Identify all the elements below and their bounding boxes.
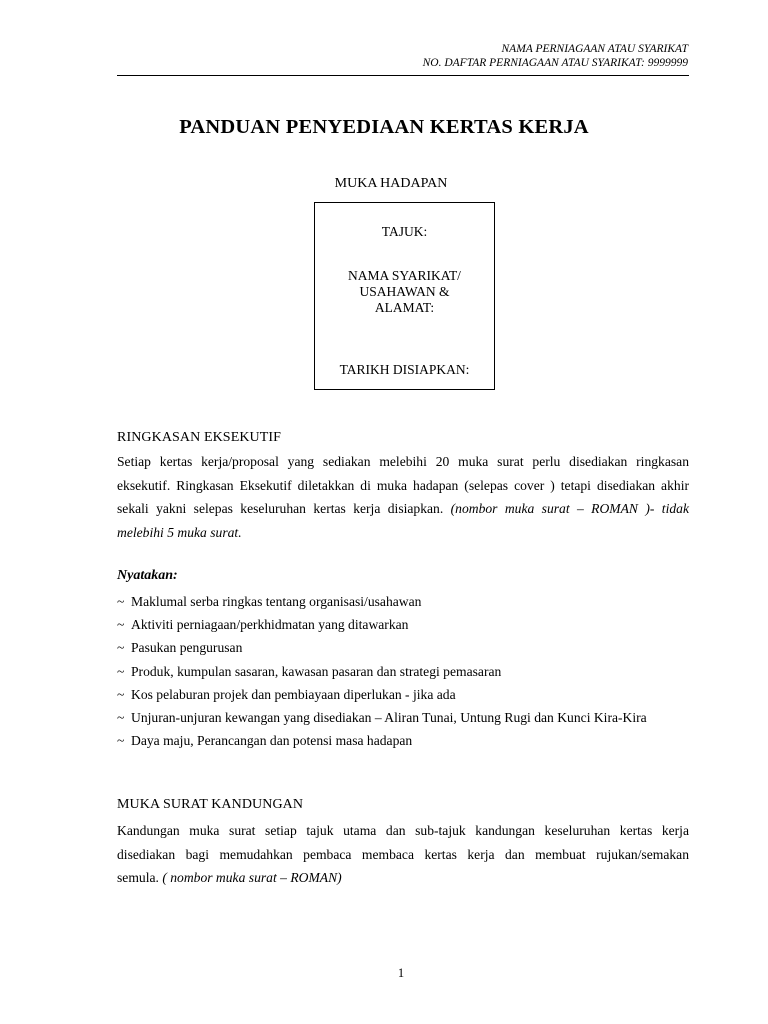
contents-line-1: Kandungan muka surat setiap tajuk utama dan sub-tajuk kandungan keseluruhan kertas kerja [117, 823, 689, 838]
contents-roman-note: ( nombor muka surat – ROMAN) [162, 870, 342, 885]
page-number: 1 [397, 966, 405, 980]
list-item-text: Aktiviti perniagaan/perkhidmatan yang ditawarkan [131, 617, 409, 633]
header-company-name: NAMA PERNIAGAAN ATAU SYARIKAT [501, 43, 688, 55]
executive-summary-heading: RINGKASAN EKSEKUTIF [117, 430, 282, 445]
list-item [117, 590, 697, 613]
exec-line-3-text: sekali yakni selepas keseluruhan kertas kerja disiapkan. [117, 501, 444, 516]
contents-paragraph [117, 819, 689, 890]
tilde-bullet: ~ [117, 594, 125, 609]
list-item [117, 706, 697, 729]
state-list [117, 590, 697, 752]
contents-line-2: disediakan bagi memudahkan pembaca membaca kertas kerja dan membuat rujukan/semakan [117, 846, 689, 862]
list-item-text: Maklumal serba ringkas tentang organisasi/usahawan [131, 594, 422, 609]
list-item-text: Kos pelaburan projek dan pembiayaan diperlukan - jika ada [131, 686, 456, 702]
tilde-bullet: ~ [117, 663, 125, 679]
list-item [117, 660, 697, 683]
exec-roman-note: (nombor muka surat – ROMAN )- tidak [450, 501, 689, 516]
cover-company-line-3: ALAMAT: [374, 300, 435, 315]
list-item-text: Pasukan pengurusan [131, 640, 243, 656]
tilde-bullet: ~ [117, 733, 125, 749]
cover-company-line-2: USAHAWAN & [359, 284, 450, 299]
tilde-bullet: ~ [117, 640, 125, 656]
list-item [117, 636, 697, 659]
list-item [117, 683, 697, 706]
list-item-text: Daya maju, Perancangan dan potensi masa hadapan [131, 733, 413, 749]
header-divider [117, 75, 689, 76]
tilde-bullet: ~ [117, 709, 125, 725]
tilde-bullet: ~ [117, 686, 125, 702]
exec-line-3 [117, 497, 689, 521]
header-registration-number: NO. DAFTAR PERNIAGAAN ATAU SYARIKAT: 9999999 [422, 57, 688, 69]
cover-tajuk-label: TAJUK: [381, 224, 428, 239]
contents-line-3 [117, 866, 689, 890]
tilde-bullet: ~ [117, 617, 125, 633]
list-item-text: Produk, kumpulan sasaran, kawasan pasaran dan strategi pemasaran [131, 663, 502, 679]
list-item [117, 729, 697, 752]
contents-line-3-text: semula. [117, 870, 159, 885]
exec-page-limit-note: melebihi 5 muka surat. [117, 524, 242, 540]
list-item [117, 613, 697, 636]
cover-heading: MUKA HADAPAN [334, 176, 448, 191]
cover-company-line-1: NAMA SYARIKAT/ [348, 268, 461, 283]
contents-heading: MUKA SURAT KANDUNGAN [117, 797, 304, 812]
cover-page-box [314, 202, 495, 390]
document-title: PANDUAN PENYEDIAAN KERTAS KERJA [179, 116, 589, 138]
executive-summary-paragraph [117, 450, 689, 544]
cover-date-label: TARIKH DISIAPKAN: [339, 362, 470, 377]
exec-line-1: Setiap kertas kerja/proposal yang sediakan melebihi 20 muka surat perlu disediakan ringkasan [117, 454, 689, 469]
list-item-text: Unjuran-unjuran kewangan yang disediakan – Aliran Tunai, Untung Rugi dan Kunci Kira-Kira [131, 709, 647, 725]
state-label: Nyatakan: [117, 568, 178, 583]
exec-line-2: eksekutif. Ringkasan Eksekutif diletakkan di muka hadapan (selepas cover ) tetapi disediakan akhir [117, 477, 689, 493]
